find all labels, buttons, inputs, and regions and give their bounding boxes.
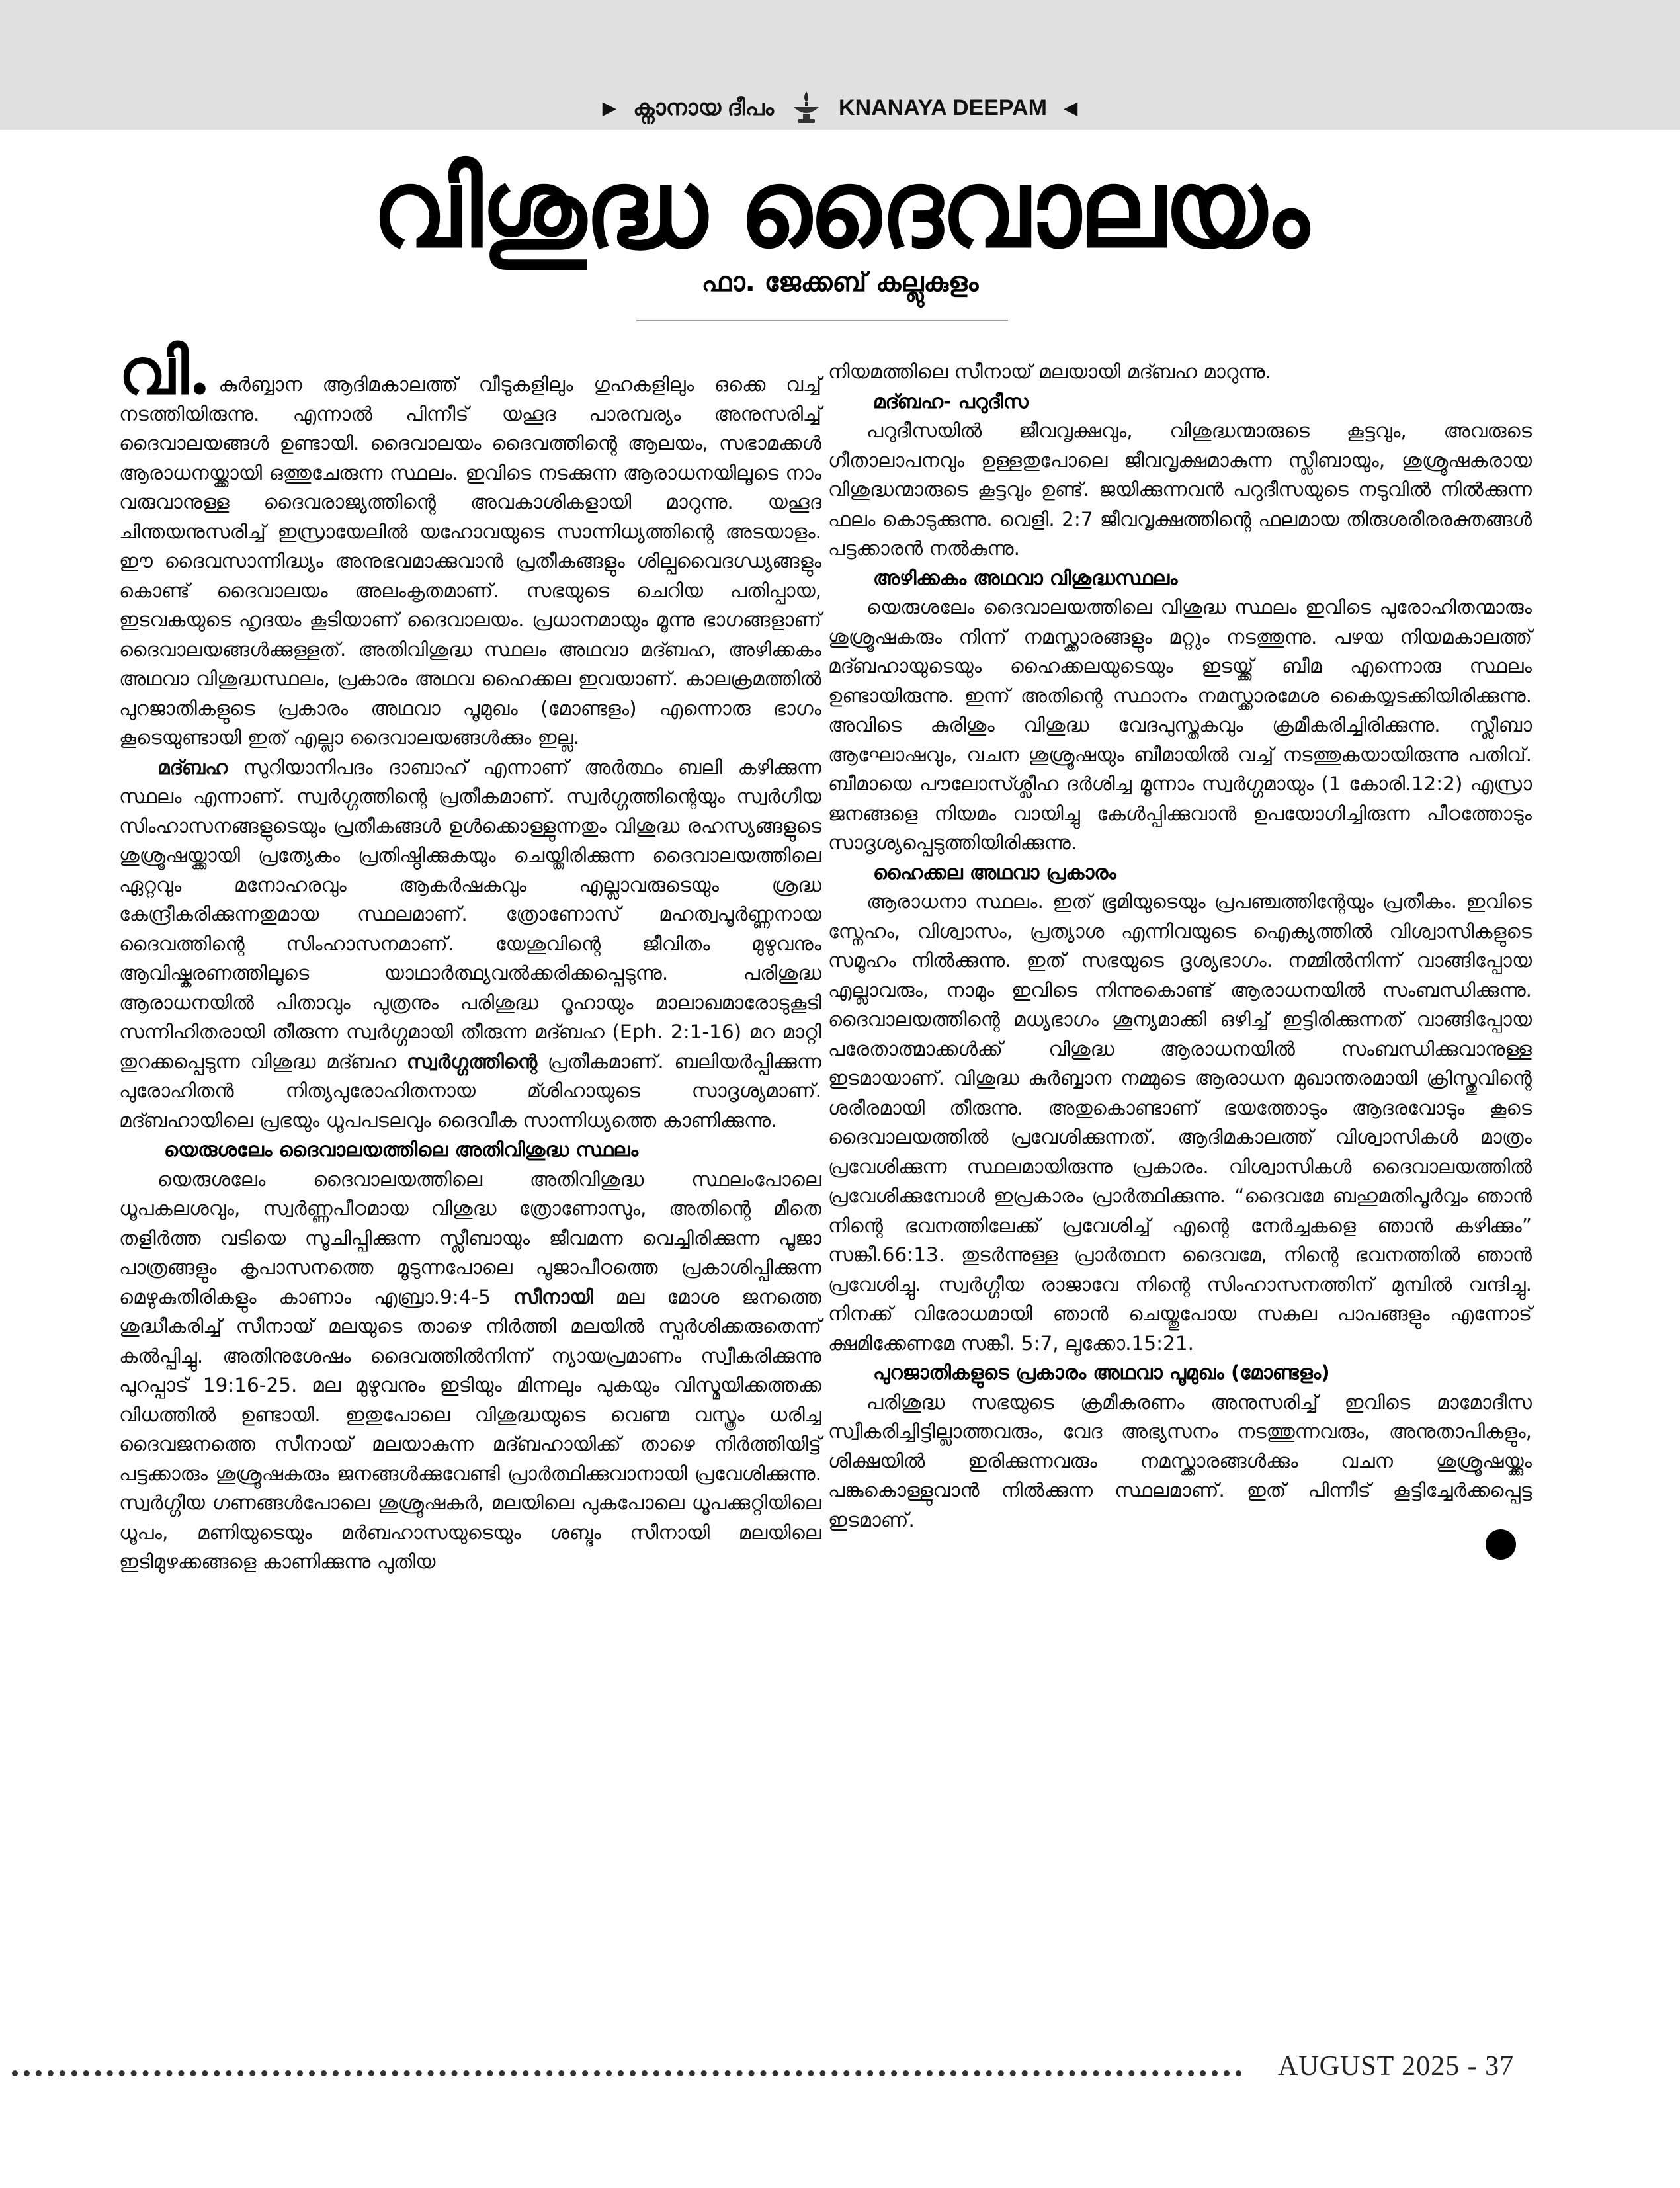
hykala-paragraph: ആരാധനാ സ്ഥലം. ഇത് ഭൂമിയുടെയും പ്രപഞ്ചത്തിന്റേയും പ്രതീകം. ഇവിടെ സ്നേഹം, വിശ്വാസം, പ്രത്യാശ എന്നിവയുടെ ഐക്യത്തിൽ വിശ്വാസികളുടെ സമൂഹം നിൽക്കുന്നു. ഇത് സഭയുടെ ദൃശ്യഭാഗം. നമ്മിൽനിന്ന് വാങ്ങിപ്പോയ എല്ലാവരും, നാമും ഇവിടെ നിന്നുകൊണ്ട് ആരാധനയിൽ സംബന്ധിക്കുന്നു. ദൈവാലയത്തിന്റെ മധ്യഭാഗം ശൂന്യമാക്കി ഒഴിച്ച് ഇട്ടിരിക്കുന്നത് വാങ്ങിപ്പോയ പരേതാത്മാക്കൾക്ക് വിശുദ്ധ ആരാധനയിൽ സംബന്ധിക്കുവാനുള്ള ഇടമായാണ്. വിശുദ്ധ കുർബ്ബാന നമ്മുടെ ആരാധന മുഖാന്തരമായി ക്രിസ്തുവിന്റെ ശരീരമായി തീരുന്നു. അതുകൊണ്ടാണ് ഭയത്തോടും ആദരവോടും കൂടെ ദൈവാലയത്തിൽ പ്രവേശിക്കുന്നത്. ആദിമകാലത്ത് വിശ്വാസികൾ മാത്രം പ്രവേശിക്കുന്ന സ്ഥലമായിരുന്നു പ്രകാരം. വിശ്വാസികൾ ദൈവാലയത്തിൽ പ്രവേശിക്കുമ്പോൾ ഇപ്രകാരം പ്രാർത്ഥിക്കുന്നു. “ദൈവമേ ബഹുമതിപൂർവ്വം ഞാൻ നിന്റെ ഭവനത്തിലേക്ക് പ്രവേശിച്ച് എന്റെ നേർച്ചകളെ ഞാൻ കഴിക്കും” സങ്കീ.66:13. തുടർന്നുള്ള പ്രാർത്ഥന ദൈവമേ, നിന്റെ ഭവനത്തിൽ ഞാൻ പ്രവേശിച്ചു. സ്വർഗ്ഗീയ രാജാവേ നിന്റെ സിംഹാസനത്തിന് മുമ്പിൽ വന്ദിച്ചു. നിനക്ക് വിരോധമായി ഞാൻ ചെയ്തുപോയ സകല പാപങ്ങളും എന്നോട് ക്ഷമിക്കേണമേ സങ്കീ. 5:7, ലൂക്കോ.15:21. [828,890,1532,1355]
sinai-bold-word: സീനായി [513,1285,593,1308]
holy-place-paragraph: യെരുശലേം ദൈവാലയത്തിലെ വിശുദ്ധ സ്ഥലം ഇവിടെ പുരോഹിതന്മാരും ശുശ്രൂഷകരും നിന്ന് നമസ്ക്കാരങ്ങളും മറ്റും നടത്തുന്നു. പഴയ നിയമകാലത്ത് മദ്ബഹായുടെയും ഹൈക്കലയുടെയും ഇടയ്ക്ക് ബീമ എന്നൊരു സ്ഥലം ഉണ്ടായിരുന്നു. ഇന്ന് അതിന്റെ സ്ഥാനം നമസ്ക്കാരമേശ കൈയ്യടക്കിയിരിക്കുന്നു. അവിടെ കുരിശും വിശുദ്ധ വേദപുസ്തകവും ക്രമീകരിച്ചിരിക്കുന്നു. സ്ലീബാ ആഘോഷവും, വചന ശുശ്രൂഷയും ബീമായിൽ വച്ച് നടത്തുകയായിരുന്നു പതിവ്. ബീമായെ പൗലോസ്ശ്ലീഹ ദർശിച്ച മൂന്നാം സ്വർഗ്ഗമായും (1 കോരി.12:2) എസ്രാ ജനങ്ങളെ നിയമം വായിച്ചു കേൾപ്പിക്കുവാൻ ഉപയോഗിച്ചിരുന്ന പീഠത്തോടും സാദൃശ്യപ്പെടുത്തിയിരിക്കുന്നു. [828,596,1532,854]
footer-dotted-rule [12,2070,1242,2076]
end-of-article-dot-icon [1486,1529,1516,1560]
madbaha-text-a: സുറിയാനിപദം ദാബാഹ് എന്നാണ് അർത്ഥം ബലി കഴിക്കുന്ന സ്ഥലം എന്നാണ്. സ്വർഗ്ഗത്തിന്റെ പ്രതീകമാണ്. സ്വർഗ്ഗത്തിന്റെയും സ്വർഗീയ സിംഹാസനങ്ങളുടെയും പ്രതീകങ്ങൾ ഉൾക്കൊള്ളുന്നതും വിശുദ്ധ രഹസ്യങ്ങളുടെ ശുശ്രൂഷയ്ക്കായി പ്രത്യേകം പ്രതിഷ്ഠിക്കുകയും ചെയ്തിരിക്കുന്ന ദൈവാലയത്തിലെ ഏറ്റവും മനോഹരവും ആകർഷകവും എല്ലാവരുടെയും ശ്രദ്ധ കേന്ദ്രീകരിക്കുന്നതുമായ സ്ഥലമാണ്. ത്രോണോസ് മഹത്വപൂർണ്ണനായ ദൈവത്തിന്റെ സിംഹാസനമാണ്. യേശുവിന്റെ ജീവിതം മുഴുവനും ആവിഷ്കരണത്തിലൂടെ യാഥാർത്ഥ്യവൽക്കരിക്കപ്പെടുന്നു. പരിശുദ്ധ ആരാധനയിൽ പിതാവും പുത്രനും പരിശുദ്ധ റൂഹായും മാലാഖമാരോടുകൂടി സന്നിഹിതരായി തീരുന്ന സ്വർഗ്ഗമായി തീരുന്ന മദ്ബഹ (Eph. 2:1-16) മറ മാറ്റി തുറക്കപ്പെടുന്ന വിശുദ്ധ മദ്ബഹ [119,755,821,1073]
article-title: വിശുദ്ധ ദൈവാലയം [372,145,1308,272]
madbaha-lead: മദ്ബഹ [157,755,228,778]
intro-text: കുർബ്ബാന ആദിമകാലത്ത് വീടുകളിലും ഗുഹകളിലും ഒക്കെ വച്ച് നടത്തിയിരുന്നു. എന്നാൽ പിന്നീട് യഹൂദ പാരമ്പര്യം അനുസരിച്ച് ദൈവാലയങ്ങൾ ഉണ്ടായി. ദൈവാലയം ദൈവത്തിന്റെ ആലയം, സഭാമക്കൾ ആരാധനയ്ക്കായി ഒത്തുചേരുന്ന സ്ഥലം. ഇവിടെ നടക്കുന്ന ആരാധനയിലൂടെ നാം വരുവാനുള്ള ദൈവരാജ്യത്തിന്റെ അവകാശികളായി മാറുന്നു. യഹൂദ ചിന്തയനുസരിച്ച് ഇസ്രായേലിൽ യഹോവയുടെ സാന്നിധ്യത്തിന്റെ അടയാളം. ഈ ദൈവസാന്നിദ്ധ്യം അനുഭവമാക്കുവാൻ പ്രതീകങ്ങളും ശില്പവൈദഗ്ധ്യങ്ങളും കൊണ്ട് ദൈവാലയം അലംകൃതമാണ്. സഭയുടെ ചെറിയ പതിപ്പായ, ഇടവകയുടെ ഹൃദയം കൂടിയാണ് ദൈവാലയം. പ്രധാനമായും മൂന്നു ഭാഗങ്ങളാണ് ദൈവാലയങ്ങൾക്കുള്ളത്. അതിവിശുദ്ധ സ്ഥലം അഥവാ മദ്ബഹ, അഴിക്കകം അഥവാ വിശുദ്ധസ്ഥലം, പ്രകാരം അഥവ ഹൈക്കല ഇവയാണ്. കാലക്രമത്തിൽ പുറജാതികളുടെ പ്രകാരം അഥവാ പൂമുഖം (മോണ്ടളം) എന്നൊരു ഭാഗം കൂടെയുണ്ടായി ഇത് എല്ലാ ദൈവാലയങ്ങൾക്കും ഇല്ല. [119,373,821,749]
article-author: ഫാ. ജേക്കബ് കല്ലുകുളം [701,267,979,298]
page-footer-label: AUGUST 2025 - 37 [1278,2051,1515,2082]
madbaha-text-b: പ്രതീകമാണ്. ബലിയർപ്പിക്കുന്ന പുരോഹിതൻ നിത്യപുരോഹിതനായ മ്ശിഹായുടെ സാദൃശ്യമാണ്. മദ്ബഹായിലെ പ്രഭയും ധൂപപടലവും ദൈവീക സാന്നിധ്യത്തെ കാണിക്കുന്നു. [119,1050,821,1132]
madbaha-paragraph [119,753,821,1136]
paradise-paragraph: പറുദീസയിൽ ജീവവൃക്ഷവും, വിശുദ്ധന്മാരുടെ കൂട്ടവും, അവരുടെ ഗീതാലാപനവും ഉള്ളതുപോലെ ജീവവൃക്ഷമാകുന്ന സ്ലീബായും, ശുശ്രൂഷകരായ വിശുദ്ധന്മാരുടെ കൂട്ടവും ഉണ്ട്. ജയിക്കുന്നവൻ പറുദീസയുടെ നടുവിൽ നിൽക്കുന്ന ഫലം കൊടുക്കുന്നു. വെളി. 2:7 ജീവവൃക്ഷത്തിന്റെ ഫലമായ തിരുശരീരരക്തങ്ങൾ പട്ടക്കാരൻ നൽകുന്നു. [828,419,1532,560]
left-column [119,334,821,1577]
porch-paragraph: പരിശുദ്ധ സഭയുടെ ക്രമീകരണം അനുസരിച്ച് ഇവിടെ മാമോദീസ സ്വീകരിച്ചിട്ടില്ലാത്തവരും, വേദ അഭ്യസനം നടത്തുന്നവരും, അനുതാപികളും, ശിക്ഷയിൽ ഇരിക്കുന്നവരും നമസ്ക്കാരങ്ങൾക്കും വചന ശുശ്രൂഷയ്ക്കും പങ്കുകൊള്ളുവാൻ നിൽക്കുന്ന സ്ഥലമാണ്. ഇത് പിന്നീട് കൂട്ടിച്ചേർക്കപ്പെട്ട ഇടമാണ്. [828,1390,1532,1531]
brand-malayalam: ക്നാനായ ദീപം [633,95,775,120]
jerusalem-text-a: യെരുശലേം ദൈവാലയത്തിലെ അതിവിശുദ്ധ സ്ഥലംപോലെ ധൂപകലശവും, സ്വർണ്ണപീഠമായ വിശുദ്ധ ത്രോണോസും, അതിന്റെ മീതെ തളിർത്ത വടിയെ സൂചിപ്പിക്കുന്ന സ്ലീബായും ജീവമന്ന വെച്ചിരിക്കുന്ന പൂജാ പാത്രങ്ങളും കൃപാസനത്തെ മൂടുന്നപോലെ പൂജാപീഠത്തെ പ്രകാശിപ്പിക്കുന്ന മെഴുകുതിരികളും കാണാം എബ്രാ.9:4-5 [119,1167,821,1308]
continued-text: നിയമത്തിലെ സീനായ് മലയായി മദ്ബഹ മാറുന്നു. [828,360,1271,383]
brand-english: KNANAYA DEEPAM [839,95,1047,120]
drop-cap: വി. [119,334,211,409]
oil-lamp-icon [791,90,821,126]
left-pointer-icon: ◀ [1064,98,1077,118]
jerusalem-text-b: മല മോശ ജനത്തെ ശുദ്ധീകരിച്ച് സീനായ് മലയുടെ താഴെ നിർത്തി മലയിൽ സ്പർശിക്കരുതെന്ന് കൽപ്പിച്ചു. അതിനുശേഷം ദൈവത്തിൽനിന്ന് ന്യായപ്രമാണം സ്വീകരിക്കുന്നു പുറപ്പാട് 19:16-25. മല മുഴുവനും ഇടിയും മിന്നലും പുകയും വിസ്മയിക്കത്തക്ക വിധത്തിൽ ഉണ്ടായി. ഇതുപോലെ വിശുദ്ധയുടെ വെണ്മ വസ്ത്രം ധരിച്ച ദൈവജനത്തെ സീനായ് മലയാകുന്ന മദ്ബഹായിക്ക് താഴെ നിർത്തിയിട്ട് പട്ടക്കാരും ശുശ്രൂഷകരും ജനങ്ങൾക്കുവേണ്ടി പ്രാർത്ഥിക്കുവാനായി പ്രവേശിക്കുന്നു. സ്വർഗ്ഗീയ ഗണങ്ങൾപോലെ ശുശ്രൂഷകർ, മലയിലെ പുകപോലെ ധൂപക്കുറ്റിയിലെ ധൂപം, മണിയുടെയും മർബഹാസയുടെയും ശബ്ദം സീനായി മലയിലെ ഇടിമുഴക്കങ്ങളെ കാണിക്കുന്നു പുതിയ [119,1285,821,1573]
jerusalem-paragraph [119,1165,821,1577]
right-pointer-icon: ▶ [603,98,616,118]
section-heading-hykala: ഹൈക്കല അഥവാ പ്രകാരം [873,861,1116,884]
section-heading-holy-place: അഴിക്കകം അഥവാ വിശുദ്ധസ്ഥലം [873,566,1178,589]
madbaha-bold-word: സ്വർഗ്ഗത്തിന്റെ [406,1050,538,1073]
author-divider [636,320,1008,321]
section-heading-porch: പുറജാതികളുടെ പ്രകാരം അഥവാ പൂമുഖം (മോണ്ടളം) [873,1361,1330,1384]
intro-paragraph [119,334,821,753]
section-heading-paradise: മദ്ബഹ- പറുദീസ [873,390,1029,413]
right-column [828,357,1532,1535]
section-heading-jerusalem: യെരുശലേം ദൈവാലയത്തിലെ അതിവിശുദ്ധ സ്ഥലം [164,1138,639,1161]
masthead [0,85,1680,131]
